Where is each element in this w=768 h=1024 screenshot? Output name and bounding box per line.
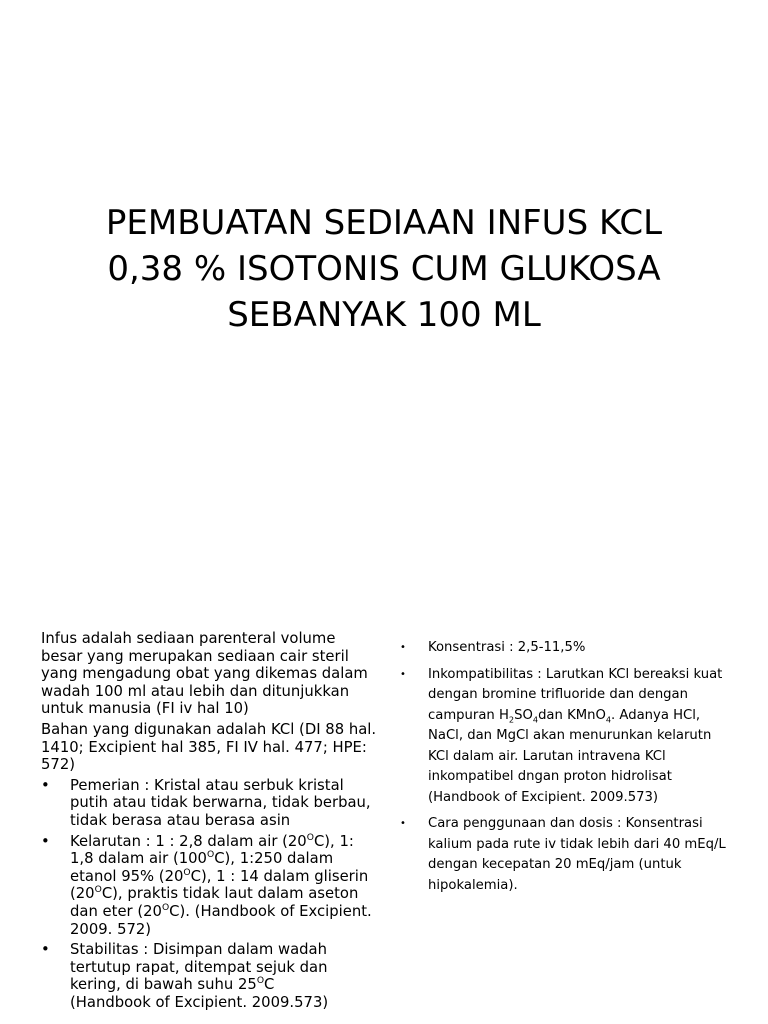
bullet-icon: • <box>400 668 406 680</box>
list-item-kelarutan <box>41 833 381 939</box>
konsentrasi-text: Konsentrasi : 2,5-11,5% <box>428 640 586 655</box>
stabilitas-text: Stabilitas : Disimpan dalam wadah tertutup rapat, ditempat sejuk dan kering, di bawah suhu $25^OC$ (Handbook of Excipient. 2009.573) <box>70 941 329 1011</box>
slide-title <box>40 200 728 338</box>
title-line-3: SEBANYAK 100 ML <box>227 295 541 335</box>
properties-list <box>41 777 381 1012</box>
bullet-icon: • <box>41 941 50 959</box>
list-item-stabilitas <box>41 941 381 1011</box>
left-column <box>41 630 381 1014</box>
pemerian-text: Pemerian : Kristal atau serbuk kristal putih atau tidak berwarna, tidak berbau, tidak berasa atau berasa asin <box>70 776 371 829</box>
cara-penggunaan-text: Cara penggunaan dan dosis : Konsentrasi kalium pada rute iv tidak lebih dari 40 mEq/L dengan kecepatan 20 mEq/jam (untuk hipokalemia). <box>428 816 726 893</box>
title-line-1: PEMBUATAN SEDIAAN INFUS KCL <box>105 203 663 243</box>
bullet-icon: • <box>41 832 50 850</box>
inkompatibilitas-text: Inkompatibilitas : Larutkan KCl bereaksi kuat dengan bromine trifluoride dan dengan campuran $H_2SO_4dan$ KMnO$_4$. Adanya HCl, NaCl, dan MgCl akan menurunkan kelarutn KCl dalam air. Larutan intravena KCl inkompatibel dngan proton hidrolisat (Handbook of Excipient. 2009.573) <box>428 666 723 805</box>
bullet-icon: • <box>400 818 406 829</box>
definition-paragraph: Infus adalah sediaan parenteral volume besar yang merupakan sediaan cair steril yang mengadung obat yang dikemas dalam wadah 100 ml atau lebih dan ditunjukkan untuk manusia (FI iv hal 10) <box>41 630 368 718</box>
specs-list <box>400 638 730 896</box>
materials-paragraph: Bahan yang digunakan adalah KCl (DI 88 hal. 1410; Excipient hal 385, FI IV hal. 477; HPE: 572) <box>41 720 377 774</box>
right-column <box>400 638 730 902</box>
list-item-inkompatibilitas <box>400 665 730 809</box>
list-item-pemerian <box>41 777 381 830</box>
list-item-konsentrasi <box>400 638 730 659</box>
bullet-icon: • <box>41 776 50 794</box>
title-line-2: 0,38 % ISOTONIS CUM GLUKOSA <box>107 249 661 289</box>
kelarutan-text: Kelarutan : 1 : 2,8 dalam air $(20^OC)$, 1: 1,8 dalam air $(100^OC)$, 1:250 dalam etanol 95% $(20^OC)$, 1 : 14 dalam gliserin $(20^OC)$, praktis tidak laut dalam aseton dan eter $(20^OC)$. (Handbook of Excipient. 2009. 572) <box>70 831 372 938</box>
bullet-icon: • <box>400 642 406 653</box>
list-item-cara-penggunaan <box>400 814 730 896</box>
